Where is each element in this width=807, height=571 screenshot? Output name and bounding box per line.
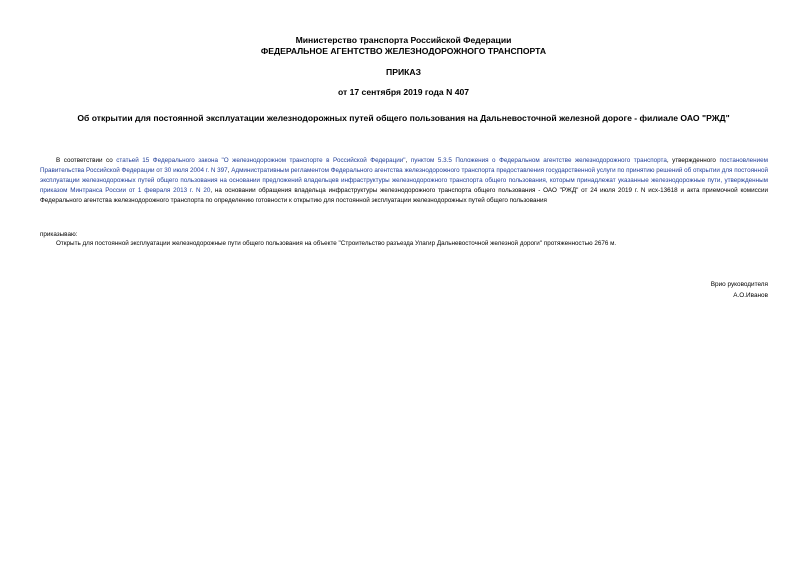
preamble-text-3: , утвержденного [666,157,720,164]
preamble-text-5: , на основании обращения владельца инфраструктуры железнодорожного транспорта общего пользования - ОАО "РЖД" от 24 июля 2019 г. N исх-13618 и акта приемочной комиссии Федерального агентства железнодорожного транспорта по определению готовности к открытию для постоянной эксплуатации железнодорожных путей общего пользования [40,187,768,204]
link-administrative-regulation[interactable]: Административным регламентом Федерального агентства железнодорожного транспорта предоставления государственной услуги по принятию решений об открытии для постоянной эксплуатации железнодорожных путей общего пользования на основании предложений владельцев инфраструктуры железнодорожного транспорта общего пользования, которым принадлежат указанные железнодорожные пути, утвержденным приказом Минтранса России от 1 февраля 2013 г. N 20 [40,167,768,194]
order-word: приказываю: [40,231,78,238]
agency-name: ФЕДЕРАЛЬНОЕ АГЕНТСТВО ЖЕЛЕЗНОДОРОЖНОГО ТРАНСПОРТА [260,46,547,56]
order-text: Открыть для постоянной эксплуатации железнодорожные пути общего пользования на объекте "Строительство разъезда Улагир Дальневосточной железной дороги" протяженностью 2676 м. [56,240,617,247]
link-article-15[interactable]: статьей 15 Федерального закона "О железнодорожном транспорте в Российской Федерации" [116,157,406,164]
signature-name: А.О.Иванов [733,292,768,299]
link-government-resolution[interactable]: постановлением Правительства Российской Федерации от 30 июля 2004 г. N 397 [40,157,769,174]
preamble-paragraph [40,156,768,206]
preamble-text-2: , [405,157,411,164]
document-type: ПРИКАЗ [386,67,421,77]
preamble-text-4: , [227,167,232,174]
document-date-number: от 17 сентября 2019 года N 407 [337,87,470,97]
signature-position: Врио руководителя [710,281,768,288]
document-title: Об открытии для постоянной эксплуатации железнодорожных путей общего пользования на Дальневосточной железной дороге - филиале ОАО "РЖД" [77,113,730,123]
link-clause-5-3-5[interactable]: пунктом 5.3.5 Положения о Федеральном агентстве железнодорожного транспорта [410,157,667,164]
ministry-name: Министерство транспорта Российской Федерации [295,35,512,45]
preamble-text-1: В соответствии со [56,157,117,164]
